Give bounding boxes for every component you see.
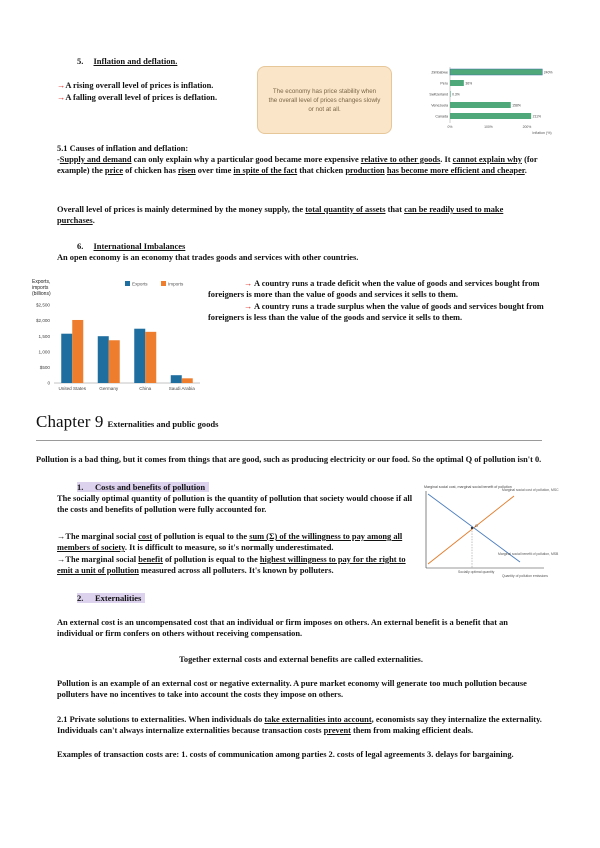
y-tick-label: $500 [39,365,50,370]
arrow-icon: → [57,81,66,90]
y-tick-label: $2,500 [35,302,50,308]
chapter-subtitle: Externalities and public goods [107,419,219,429]
hbar-value-label: 240% [543,70,553,75]
bar-exports [171,375,182,383]
x-category-label: Germany [99,386,119,391]
deflation-definition: →A falling overall level of prices is deflation. [57,93,218,102]
chapter-title: Chapter 9 [36,412,104,431]
bar-exports [98,336,109,383]
sub1-paragraph1: The socially optimal quantity of pollution is the quantity of pollution that society would choose if all the costs and benefits of pollution were fully accounted for. [57,494,413,515]
hbar-value-label: 211% [532,114,542,119]
open-economy-definition: An open economy is an economy that trades goods and services with other countries. [57,253,359,262]
bar-imports [109,340,120,383]
price-stability-callout: The economy has price stability when the overall level of prices changes slowly or not at all. [257,66,392,134]
pollution-xlabel: Quantity of pollution emissions [502,574,548,578]
arrow-icon: → [244,302,253,311]
y-tick-label: 1,000 [38,349,50,355]
pollution-ylabel: Marginal social cost, marginal social benefit of pollution [424,485,512,489]
external-cost-definition: An external cost is an uncompensated cost that an individual or firm imposes on others. An external benefit is a benefit that an individual or firm confers on others without receiving compensation. [57,618,508,639]
chapter-divider [36,440,542,441]
inflation-bar-chart [418,64,556,138]
section51-title: 5.1 Causes of inflation and deflation: [57,144,189,153]
section51-paragraph2: Overall level of prices is mainly determined by the money supply, the total quantity of assets that can be readily used to make purchases. [57,205,504,226]
hbar-bar [450,80,464,86]
section5-title: Inflation and deflation. [93,56,178,66]
bar-imports [182,378,193,383]
hbar-category-label: Canada [435,114,448,119]
chapter9-header [36,412,219,432]
section6-heading: 6. International Imbalances [77,241,186,251]
hbar-bar [450,102,511,108]
hbar-bar [450,91,451,97]
legend-label: Imports [168,281,184,287]
optimum-point [471,527,473,529]
sub1-paragraph2: →The marginal social cost of pollution is equal to the sum (Σ) of the willingness to pay among all members of society. It is difficult to measure, so it's normally underestimated. [57,532,403,553]
hbar-tick-label: 0% [447,125,453,129]
legend-swatch [125,281,130,286]
arrow-icon: → [244,279,253,288]
hbar-category-label: Peru [440,81,448,86]
bar-imports [145,332,156,383]
bar-exports [61,334,72,383]
hbar-category-label: Venezuela [431,103,448,108]
sub1-heading: 1. Costs and benefits of pollution [77,482,209,492]
pollution-diagram [418,482,559,578]
hbar-value-label: 158% [512,103,521,108]
hbar-tick-label: 100% [484,125,493,129]
section5-heading: 5. Inflation and deflation. [77,56,178,66]
hbar-bar [450,113,531,119]
hbar-category-label: Switzerland [429,92,448,97]
svg-text:O: O [475,524,478,528]
arrow-icon: → [57,93,66,102]
hbar-category-label: Zimbabwe [431,70,448,75]
section6-title: International Imbalances [93,241,186,251]
sub1-title: Costs and benefits of pollution [95,482,206,492]
msb-label: Marginal social benefit of pollution, MSB [498,552,559,556]
legend-label: Exports [132,281,148,287]
y-tick-label: $2,000 [35,318,50,324]
trade-surplus-definition: → A country runs a trade surplus when the value of goods and services bought from foreigners is less than the value of the goods and service it sells to them. [208,302,544,323]
externalities-definition: Together external costs and external benefits are called externalities. [179,655,423,664]
sub1-paragraph3: →The marginal social benefit of pollution is equal to the highest willingness to pay for the right to emit a unit of pollution measured across all polluters. It's known by polluters. [57,555,406,576]
trade-bar-chart [30,275,206,399]
negative-externality-paragraph: Pollution is an example of an external cost or negative externality. A pure market economy will generate too much pollution because polluters have no incentives to take into account the costs they impose on others. [57,679,527,700]
x-category-label: United States [58,386,87,391]
bar-imports [72,320,83,383]
sub2-title: Externalities [95,593,142,603]
x-category-label: Saudi Arabia [168,386,195,391]
hbar-tick-label: 200% [522,125,532,129]
transaction-costs-paragraph: Examples of transaction costs are: 1. costs of communication among parties 2. costs of legal agreements 3. delays for bargaining. [57,750,514,759]
trade-chart-ylabel-2: imports [32,285,49,291]
bar-exports [134,329,145,383]
private-solutions-paragraph: 2.1 Private solutions to externalities. When individuals do take externalities into account, economists say they internalize the externality. Individuals can't always internalize externalities because transaction costs prevent them from making efficient deals. [57,715,542,736]
hbar-value-label: 0.3% [452,92,460,97]
x-category-label: China [139,386,152,391]
y-tick-label: 1,500 [38,333,50,339]
chapter9-intro: Pollution is a bad thing, but it comes from things that are good, such as producing electricity or our food. So the optimal Q of pollution isn't 0. [36,455,542,464]
sub2-heading: 2. Externalities [77,593,145,603]
inflation-definition: →A rising overall level of prices is inflation. [57,81,214,90]
hbar-xlabel: Inflation (%) [532,131,552,135]
section51-paragraph1: -Supply and demand can only explain why a particular good became more expensive relative to other goods. It cannot explain why (for example) the price of chicken has risen over time in spite of the fact that chicken production has become more efficient and cheaper. [57,155,538,176]
msc-label: Marginal social cost of pollution, MSC [502,488,559,492]
hbar-value-label: 36% [465,81,473,86]
trade-chart-ylabel-3: (billions) [32,291,51,297]
legend-swatch [161,281,166,286]
trade-chart-ylabel-1: Exports, [32,279,51,285]
hbar-bar [450,69,542,75]
trade-deficit-definition: → A country runs a trade deficit when the value of goods and services bought from foreigners is more than the value of goods and services it sells to them. [208,279,540,300]
optimal-quantity-label: Socially optimal quantity [458,570,495,574]
y-tick-label: 0 [47,380,50,386]
